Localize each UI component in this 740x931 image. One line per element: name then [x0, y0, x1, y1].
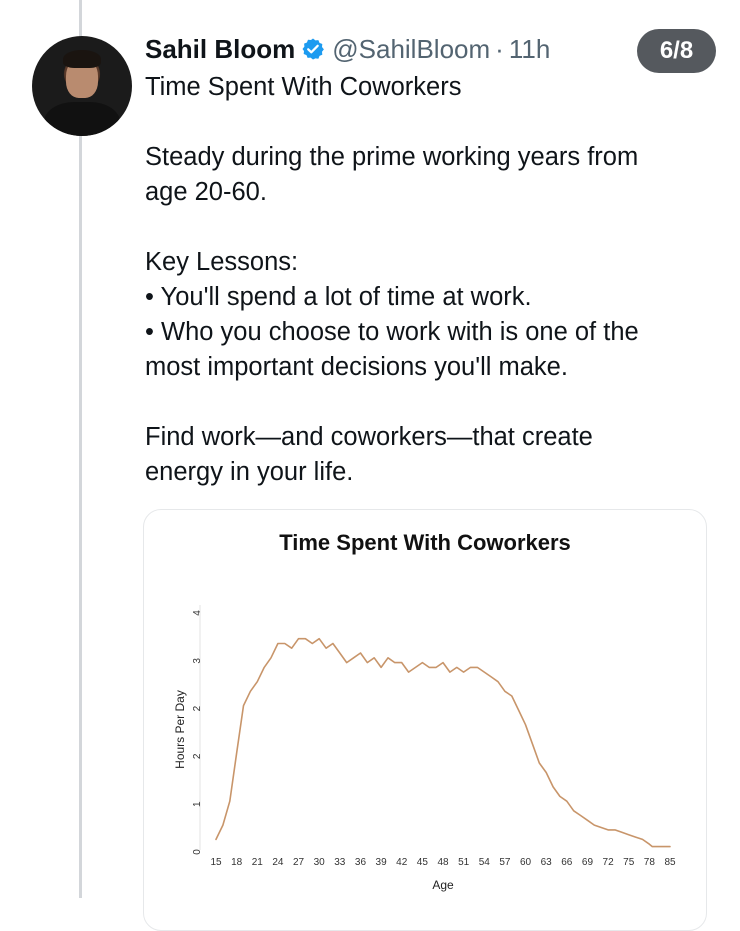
line-chart	[144, 510, 706, 930]
x-tick-label: 72	[602, 857, 614, 868]
tweet-timestamp[interactable]: 11h	[508, 33, 551, 64]
series-line-0	[216, 639, 670, 847]
tweet-text-line: Key Lessons:	[145, 248, 299, 276]
x-axis-label: Age	[432, 878, 454, 892]
x-tick-label: 33	[334, 857, 346, 868]
x-tick-label: 48	[437, 857, 449, 868]
tweet-text-line: most important decisions you'll make.	[145, 353, 568, 381]
x-tick-label: 30	[313, 857, 325, 868]
x-tick-label: 63	[540, 857, 552, 868]
tweet-text-line: Time Spent With Coworkers	[145, 73, 462, 101]
author-name[interactable]: Sahil Bloom	[145, 33, 296, 64]
tweet-text-line: age 20-60.	[145, 178, 267, 206]
author-handle[interactable]: @SahilBloom	[332, 33, 491, 64]
y-tick-label: 2	[192, 705, 203, 712]
x-tick-label: 69	[581, 857, 594, 868]
x-tick-label: 51	[458, 857, 470, 868]
tweet-text	[145, 70, 725, 490]
x-tick-label: 54	[478, 857, 490, 868]
x-tick-label: 27	[292, 857, 305, 868]
y-tick-label: 3	[192, 658, 203, 664]
verified-badge-icon	[301, 37, 325, 61]
tweet-text-line: Find work—and coworkers—that create	[145, 423, 593, 451]
x-tick-label: 36	[354, 857, 367, 868]
x-tick-label: 24	[272, 857, 284, 868]
x-tick-label: 15	[210, 857, 222, 868]
x-tick-label: 85	[664, 857, 676, 868]
avatar-hair	[63, 50, 101, 68]
x-tick-label: 57	[499, 857, 511, 868]
x-tick-label: 78	[643, 857, 655, 868]
x-tick-label: 75	[623, 857, 635, 868]
y-tick-label: 0	[192, 849, 203, 855]
thread-counter-badge: 6/8	[637, 29, 716, 73]
x-tick-label: 60	[519, 857, 532, 868]
paragraph-gap	[145, 105, 725, 140]
paragraph-gap	[145, 210, 725, 245]
tweet-header	[145, 32, 550, 66]
y-tick-label: 4	[192, 610, 203, 616]
y-tick-label: 2	[192, 753, 203, 760]
chart-title: Time Spent With Coworkers	[279, 530, 571, 555]
y-axis-label: Hours Per Day	[173, 690, 187, 769]
tweet-text-line: • Who you choose to work with is one of the	[145, 318, 639, 346]
tweet-text-line: Steady during the prime working years from	[145, 143, 639, 171]
x-tick-label: 66	[561, 857, 573, 868]
paragraph-gap	[145, 385, 725, 420]
tweet-text-line: • You'll spend a lot of time at work.	[145, 283, 532, 311]
avatar[interactable]	[32, 36, 132, 136]
x-tick-label: 39	[375, 857, 387, 868]
x-tick-label: 18	[231, 857, 243, 868]
x-tick-label: 45	[416, 857, 428, 868]
y-tick-label: 1	[192, 801, 203, 807]
separator-dot: ·	[495, 33, 504, 64]
avatar-shirt	[44, 102, 120, 136]
x-tick-label: 21	[251, 857, 263, 868]
tweet-text-line: energy in your life.	[145, 458, 354, 486]
x-tick-label: 42	[396, 857, 408, 868]
chart-card[interactable]	[143, 509, 707, 931]
